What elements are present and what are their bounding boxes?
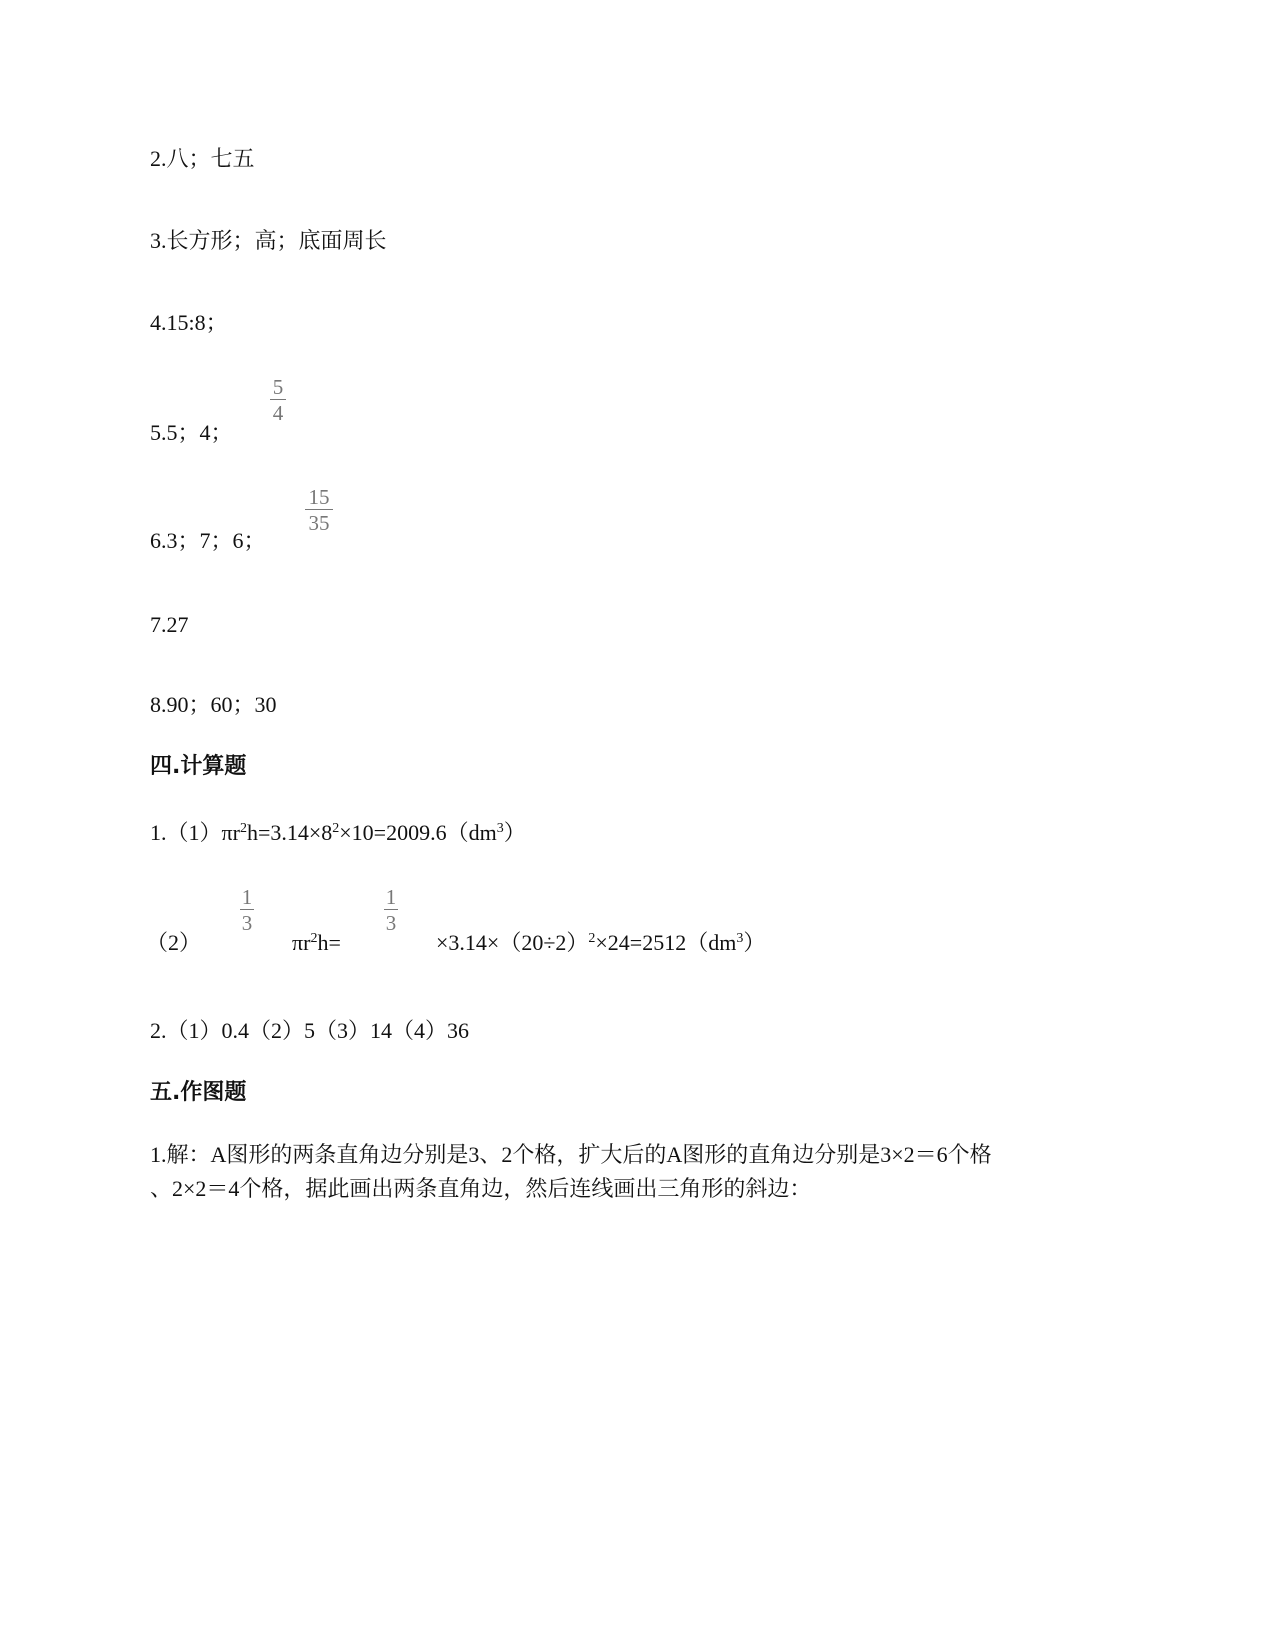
section-4-heading: 四.计算题	[150, 754, 247, 779]
fraction-bar	[305, 509, 333, 510]
calc-q1-part1	[150, 820, 526, 846]
superscript: 2	[332, 821, 340, 836]
calc-q1-part2-pir2h	[292, 930, 341, 956]
calc-q1-part2-fraction-2	[384, 886, 398, 934]
expr-text: ）	[743, 930, 766, 955]
expr-text: h=3.14×8	[246, 820, 333, 845]
answer-2: 2.八；七五	[150, 146, 255, 171]
answer-5-fraction	[270, 376, 286, 424]
fraction-numerator: 1	[385, 885, 397, 909]
expr-text: πr	[292, 930, 311, 955]
answer-5: 5.5；4；	[150, 420, 233, 445]
section-5-heading: 五.作图题	[150, 1080, 247, 1105]
answer-6: 6.3；7；6；	[150, 528, 266, 553]
answer-6-fraction	[305, 486, 333, 534]
calc-q1-part2-expr	[436, 930, 765, 956]
superscript: 2	[310, 931, 318, 946]
fraction-bar	[270, 399, 286, 400]
fraction-bar	[384, 909, 398, 910]
answer-8: 8.90；60；30	[150, 692, 277, 717]
answer-3: 3.长方形；高；底面周长	[150, 228, 387, 253]
superscript: 2	[239, 821, 247, 836]
superscript: 2	[588, 931, 596, 946]
drawing-q1-line2: 、2×2＝4个格，据此画出两条直角边，然后连线画出三角形的斜边：	[150, 1176, 812, 1201]
expr-text: h=	[317, 930, 341, 955]
expr-text: ×3.14×（20÷2）	[436, 930, 589, 955]
expr-text: ×10=2009.6（dm	[339, 820, 497, 845]
fraction-bar	[240, 909, 254, 910]
answer-7: 7.27	[150, 612, 189, 637]
fraction-denominator: 3	[241, 911, 253, 935]
answer-4: 4.15:8；	[150, 310, 228, 335]
fraction-denominator: 3	[385, 911, 397, 935]
expr-text: 1.（1）πr	[150, 820, 240, 845]
fraction-denominator: 35	[308, 511, 330, 535]
calc-q1-part2-fraction-1	[240, 886, 254, 934]
drawing-q1-line1: 1.解：A图形的两条直角边分别是3、2个格，扩大后的A图形的直角边分别是3×2＝6个格	[150, 1142, 992, 1167]
fraction-numerator: 15	[308, 485, 330, 509]
fraction-numerator: 5	[272, 375, 284, 399]
expr-text: ）	[503, 820, 526, 845]
fraction-numerator: 1	[241, 885, 253, 909]
superscript: 3	[736, 931, 744, 946]
expr-text: ×24=2512（dm	[595, 930, 737, 955]
calc-q1-part2-label: （2）	[146, 930, 202, 955]
superscript: 3	[496, 821, 504, 836]
fraction-denominator: 4	[272, 401, 284, 425]
calc-q2: 2.（1）0.4（2）5（3）14（4）36	[150, 1018, 470, 1043]
